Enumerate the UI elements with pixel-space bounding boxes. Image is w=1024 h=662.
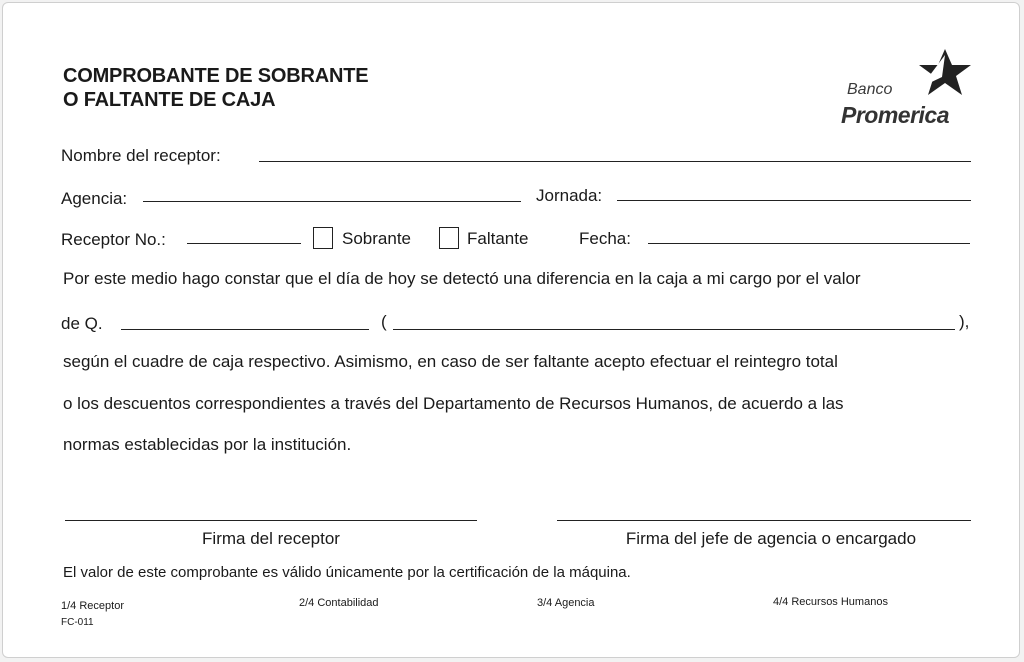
receptor-signature-label: Firma del receptor	[202, 529, 340, 548]
bank-logo	[839, 47, 979, 131]
amount-number-field[interactable]	[121, 329, 369, 330]
body-line-1: Por este medio hago constar que el día de hoy se detectó una diferencia en la caja a mi cargo por el valor	[63, 269, 861, 288]
nombre-receptor-field[interactable]	[259, 161, 971, 162]
paren-close: ),	[959, 312, 970, 331]
fecha-field[interactable]	[648, 243, 970, 244]
jefe-signature-line[interactable]	[557, 520, 971, 521]
fecha-label: Fecha:	[579, 229, 631, 248]
jornada-field[interactable]	[617, 200, 971, 201]
receptor-no-label: Receptor No.:	[61, 230, 166, 249]
faltante-label: Faltante	[467, 229, 529, 248]
amount-words-field[interactable]	[393, 329, 955, 330]
jefe-signature-label: Firma del jefe de agencia o encargado	[625, 529, 917, 548]
receptor-signature-line[interactable]	[65, 520, 477, 521]
nombre-receptor-label: Nombre del receptor:	[61, 146, 221, 165]
logo-banco-text: Banco	[847, 81, 893, 98]
copy-agencia: 3/4 Agencia	[537, 597, 595, 609]
paren-open: (	[381, 312, 387, 331]
body-line-3: según el cuadre de caja respectivo. Asimismo, en caso de ser faltante acepto efectuar el reintegro total	[63, 352, 838, 371]
amount-prefix: de Q.	[61, 314, 103, 333]
jornada-label: Jornada:	[536, 186, 603, 205]
cash-voucher-form	[2, 2, 1020, 658]
agencia-label: Agencia:	[61, 189, 128, 208]
star-icon	[915, 47, 975, 99]
copy-contabilidad: 2/4 Contabilidad	[299, 597, 379, 609]
faltante-checkbox[interactable]	[439, 227, 459, 249]
validity-note: El valor de este comprobante es válido únicamente por la certificación de la máquina.	[63, 564, 631, 581]
copy-recursos-humanos: 4/4 Recursos Humanos	[773, 596, 888, 608]
form-title-line1: COMPROBANTE DE SOBRANTE	[63, 65, 369, 87]
form-title	[63, 64, 368, 112]
receptor-no-field[interactable]	[187, 243, 301, 244]
agencia-field[interactable]	[143, 201, 521, 202]
form-title-line2: O FALTANTE DE CAJA	[63, 89, 276, 111]
form-code: FC-011	[61, 617, 94, 628]
sobrante-checkbox[interactable]	[313, 227, 333, 249]
logo-brand-name: Promerica	[841, 102, 950, 128]
sobrante-label: Sobrante	[342, 229, 411, 248]
body-line-4: o los descuentos correspondientes a través del Departamento de Recursos Humanos, de acuerdo a las	[63, 394, 844, 413]
body-line-5: normas establecidas por la institución.	[63, 435, 352, 454]
copy-receptor: 1/4 Receptor	[61, 600, 124, 612]
